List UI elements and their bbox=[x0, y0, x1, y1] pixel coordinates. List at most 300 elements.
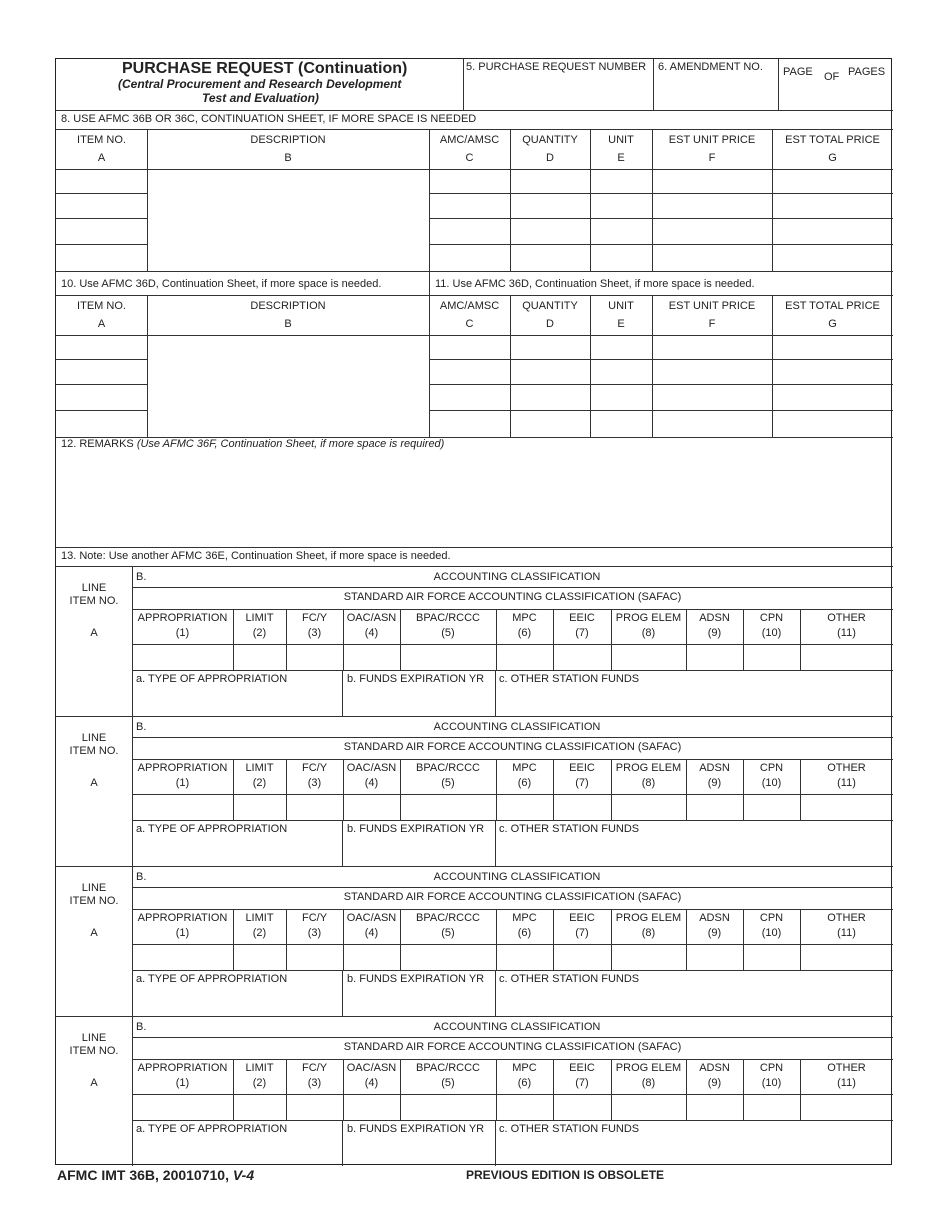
accounting-block-2-safac-input[interactable] bbox=[287, 795, 342, 819]
items-table-2-cell[interactable] bbox=[591, 360, 651, 383]
accounting-block-1-title: ACCOUNTING CLASSIFICATION bbox=[433, 571, 601, 583]
items-table-2-cell[interactable] bbox=[430, 411, 509, 434]
rule-line bbox=[132, 970, 893, 971]
items-table-2-col-letter: G bbox=[828, 318, 837, 330]
accounting-block-4-col-number: (2) bbox=[252, 1077, 267, 1089]
accounting-block-1-col-number: (7) bbox=[575, 627, 589, 639]
accounting-block-2-col-header: OAC/ASN bbox=[346, 762, 397, 774]
accounting-block-3-b-label: B. bbox=[136, 871, 147, 883]
accounting-block-4-col-header: MPC bbox=[512, 1062, 537, 1074]
accounting-block-3-line-label: LINE bbox=[81, 882, 107, 894]
accounting-block-1-col-header: LIMIT bbox=[245, 612, 274, 624]
accounting-block-4-safac-input[interactable] bbox=[801, 1095, 892, 1119]
accounting-block-3-col-number: (2) bbox=[252, 927, 267, 939]
items-table-1-cell[interactable] bbox=[653, 219, 771, 243]
accounting-block-2-col-number: (8) bbox=[641, 777, 656, 789]
accounting-block-4-line-letter: A bbox=[90, 1077, 98, 1089]
items-table-2-col-header: AMC/AMSC bbox=[439, 300, 500, 312]
accounting-block-2-col-header: LIMIT bbox=[245, 762, 274, 774]
accounting-block-3-line-item-input[interactable] bbox=[58, 946, 131, 1014]
accounting-block-1-b-label: B. bbox=[136, 571, 147, 583]
page-label: PAGE bbox=[783, 66, 813, 78]
items-table-1-cell[interactable] bbox=[591, 170, 651, 192]
items-table-2-cell[interactable] bbox=[430, 360, 509, 383]
pr-number-label: 5. PURCHASE REQUEST NUMBER bbox=[466, 61, 647, 73]
items-table-1-cell[interactable] bbox=[430, 194, 509, 217]
accounting-block-4-safac-input[interactable] bbox=[497, 1095, 552, 1119]
accounting-block-3-safac-input[interactable] bbox=[554, 945, 610, 969]
items-table-1-cell[interactable] bbox=[511, 194, 589, 217]
items-table-2-cell[interactable] bbox=[773, 411, 892, 434]
accounting-block-3-safac: STANDARD AIR FORCE ACCOUNTING CLASSIFICATION (SAFAC) bbox=[343, 891, 682, 903]
items-table-1-cell[interactable] bbox=[511, 170, 589, 192]
items-table-1-cell[interactable] bbox=[57, 219, 146, 243]
accounting-block-4-safac-input[interactable] bbox=[133, 1095, 232, 1119]
accounting-block-4-other-funds-label: c. OTHER STATION FUNDS bbox=[499, 1123, 640, 1135]
accounting-block-4-safac-input[interactable] bbox=[744, 1095, 799, 1119]
accounting-block-2-b-label: B. bbox=[136, 721, 147, 733]
items-table-2-col-letter: E bbox=[617, 318, 625, 330]
accounting-block-2-safac-input[interactable] bbox=[744, 795, 799, 819]
rule-line bbox=[132, 609, 893, 610]
form-id: AFMC IMT 36B, 20010710, V-4 bbox=[57, 1167, 255, 1183]
accounting-block-2-col-number: (11) bbox=[837, 777, 856, 789]
accounting-block-3-type-label: a. TYPE OF APPROPRIATION bbox=[136, 973, 288, 985]
section11-instruction: 11. Use AFMC 36D, Continuation Sheet, if more space is needed. bbox=[435, 278, 755, 290]
accounting-block-1-col-header: APPROPRIATION bbox=[137, 612, 228, 624]
accounting-block-2-col-header: MPC bbox=[512, 762, 537, 774]
accounting-block-3-col-header: CPN bbox=[759, 912, 784, 924]
accounting-block-2-col-header: BPAC/RCCC bbox=[416, 762, 480, 774]
accounting-block-2-safac-input[interactable] bbox=[344, 795, 399, 819]
accounting-block-1-type-label: a. TYPE OF APPROPRIATION bbox=[136, 673, 288, 685]
items-table-1-cell[interactable] bbox=[57, 194, 146, 217]
accounting-block-1-col-header: BPAC/RCCC bbox=[416, 612, 480, 624]
accounting-block-4-col-header: BPAC/RCCC bbox=[416, 1062, 480, 1074]
accounting-block-1-col-number: (2) bbox=[252, 627, 267, 639]
rule-line bbox=[132, 820, 893, 821]
accounting-block-1-col-header: PROG ELEM bbox=[615, 612, 682, 624]
items-table-2-cell[interactable] bbox=[773, 336, 892, 358]
items-table-2-col-letter: A bbox=[97, 318, 106, 330]
items-table-2-col-letter: D bbox=[546, 318, 554, 330]
items-table-1-cell[interactable] bbox=[148, 170, 428, 268]
items-table-1-cell[interactable] bbox=[430, 219, 509, 243]
accounting-block-3-safac-input[interactable] bbox=[687, 945, 742, 969]
items-table-1-cell[interactable] bbox=[773, 170, 892, 192]
accounting-block-3-safac-input[interactable] bbox=[287, 945, 342, 969]
accounting-block-1-safac-input[interactable] bbox=[554, 645, 610, 669]
accounting-block-2-col-header: APPROPRIATION bbox=[137, 762, 228, 774]
accounting-block-2-col-number: (1) bbox=[175, 777, 190, 789]
accounting-block-4-col-header: OTHER bbox=[827, 1062, 866, 1074]
accounting-block-1-safac-input[interactable] bbox=[287, 645, 342, 669]
items-table-1-col-letter: A bbox=[97, 152, 106, 164]
accounting-block-1-funds-input[interactable] bbox=[343, 688, 494, 714]
items-table-2-cell[interactable] bbox=[57, 385, 146, 409]
items-table-2-cell[interactable] bbox=[430, 385, 509, 409]
accounting-block-2-col-number: (7) bbox=[575, 777, 589, 789]
amendment-label: 6. AMENDMENT NO. bbox=[658, 61, 763, 73]
items-table-1-cell[interactable] bbox=[653, 245, 771, 268]
rule-line bbox=[132, 909, 893, 910]
accounting-block-3-line-letter: A bbox=[90, 927, 98, 939]
accounting-block-4-safac-input[interactable] bbox=[344, 1095, 399, 1119]
accounting-block-4-safac-input[interactable] bbox=[401, 1095, 495, 1119]
accounting-block-4-safac: STANDARD AIR FORCE ACCOUNTING CLASSIFICATION (SAFAC) bbox=[343, 1041, 682, 1053]
accounting-block-1-safac-input[interactable] bbox=[612, 645, 685, 669]
rule-line bbox=[56, 110, 893, 111]
accounting-block-1-col-number: (9) bbox=[707, 627, 722, 639]
items-table-1-cell[interactable] bbox=[653, 170, 771, 192]
rule-line bbox=[429, 271, 430, 295]
accounting-block-1-col-header: MPC bbox=[512, 612, 537, 624]
accounting-block-3-funds-label: b. FUNDS EXPIRATION YR bbox=[347, 973, 485, 985]
items-table-2-col-header: DESCRIPTION bbox=[250, 300, 326, 312]
items-table-2-cell[interactable] bbox=[57, 360, 146, 383]
items-table-1-col-letter: F bbox=[708, 152, 716, 164]
accounting-block-4-col-header: APPROPRIATION bbox=[137, 1062, 228, 1074]
accounting-block-2-type-input[interactable] bbox=[133, 838, 341, 864]
accounting-block-4-safac-input[interactable] bbox=[687, 1095, 742, 1119]
accounting-block-4-funds-input[interactable] bbox=[343, 1138, 494, 1164]
rule-line bbox=[56, 866, 893, 867]
amendment-input[interactable] bbox=[654, 77, 777, 109]
accounting-block-4-col-header: CPN bbox=[759, 1062, 784, 1074]
accounting-block-4-col-number: (6) bbox=[517, 1077, 532, 1089]
accounting-block-2-title: ACCOUNTING CLASSIFICATION bbox=[433, 721, 601, 733]
accounting-block-3-safac-input[interactable] bbox=[401, 945, 495, 969]
total-pages-input[interactable] bbox=[843, 81, 892, 109]
items-table-1-col-header: DESCRIPTION bbox=[250, 134, 326, 146]
remarks-input[interactable] bbox=[58, 453, 891, 546]
accounting-block-3-other-funds-input[interactable] bbox=[496, 988, 891, 1014]
rule-line bbox=[132, 1037, 893, 1038]
items-table-1-cell[interactable] bbox=[430, 170, 509, 192]
accounting-block-3-col-number: (9) bbox=[707, 927, 722, 939]
accounting-block-4-col-number: (1) bbox=[175, 1077, 190, 1089]
items-table-2-cell[interactable] bbox=[511, 385, 589, 409]
accounting-block-2-col-number: (10) bbox=[761, 777, 782, 789]
accounting-block-4-col-header: FC/Y bbox=[301, 1062, 328, 1074]
accounting-block-2-line-letter: A bbox=[90, 777, 98, 789]
items-table-1-col-letter: E bbox=[617, 152, 625, 164]
rule-line bbox=[132, 587, 893, 588]
accounting-block-2-col-number: (9) bbox=[707, 777, 722, 789]
section8-instruction: 8. USE AFMC 36B OR 36C, CONTINUATION SHEET, IF MORE SPACE IS NEEDED bbox=[61, 113, 477, 125]
accounting-block-1-other-funds-label: c. OTHER STATION FUNDS bbox=[499, 673, 640, 685]
accounting-block-2-line-label: LINE bbox=[81, 732, 107, 744]
accounting-block-2-col-header: CPN bbox=[759, 762, 784, 774]
accounting-block-2-safac-input[interactable] bbox=[133, 795, 232, 819]
items-table-2-cell[interactable] bbox=[511, 336, 589, 358]
items-table-2-cell[interactable] bbox=[653, 385, 771, 409]
accounting-block-4-type-label: a. TYPE OF APPROPRIATION bbox=[136, 1123, 288, 1135]
accounting-block-3-col-header: OTHER bbox=[827, 912, 866, 924]
accounting-block-3-title: ACCOUNTING CLASSIFICATION bbox=[433, 871, 601, 883]
accounting-block-3-item-no-label: ITEM NO. bbox=[69, 895, 119, 907]
accounting-block-2-funds-label: b. FUNDS EXPIRATION YR bbox=[347, 823, 485, 835]
accounting-block-4-line-item-input[interactable] bbox=[58, 1096, 131, 1164]
items-table-1-cell[interactable] bbox=[773, 194, 892, 217]
rule-line bbox=[132, 1059, 893, 1060]
accounting-block-2-col-number: (3) bbox=[307, 777, 322, 789]
accounting-block-3-safac-input[interactable] bbox=[744, 945, 799, 969]
accounting-block-2-col-header: OTHER bbox=[827, 762, 866, 774]
accounting-block-1-col-number: (3) bbox=[307, 627, 322, 639]
items-table-1-col-letter: C bbox=[465, 152, 474, 164]
accounting-block-4-col-number: (11) bbox=[837, 1077, 856, 1089]
accounting-block-3-col-number: (5) bbox=[441, 927, 455, 939]
accounting-block-3-col-header: APPROPRIATION bbox=[137, 912, 228, 924]
accounting-block-2-col-header: PROG ELEM bbox=[615, 762, 682, 774]
accounting-block-2-safac-input[interactable] bbox=[401, 795, 495, 819]
items-table-2-cell[interactable] bbox=[773, 360, 892, 383]
items-table-2-cell[interactable] bbox=[653, 411, 771, 434]
accounting-block-1-item-no-label: ITEM NO. bbox=[69, 595, 119, 607]
accounting-block-4-item-no-label: ITEM NO. bbox=[69, 1045, 119, 1057]
accounting-block-3-col-number: (4) bbox=[364, 927, 379, 939]
accounting-block-2-safac: STANDARD AIR FORCE ACCOUNTING CLASSIFICATION (SAFAC) bbox=[343, 741, 682, 753]
accounting-block-1-col-number: (8) bbox=[641, 627, 656, 639]
rule-line bbox=[132, 737, 893, 738]
accounting-block-2-col-header: ADSN bbox=[699, 762, 730, 774]
accounting-block-4-col-number: (9) bbox=[707, 1077, 722, 1089]
items-table-1-cell[interactable] bbox=[773, 219, 892, 243]
accounting-block-1-col-header: ADSN bbox=[699, 612, 730, 624]
items-table-2-cell[interactable] bbox=[57, 336, 146, 358]
items-table-2-col-letter: C bbox=[465, 318, 474, 330]
accounting-block-2-safac-input[interactable] bbox=[497, 795, 552, 819]
accounting-block-2-col-number: (5) bbox=[441, 777, 455, 789]
rule-line bbox=[56, 547, 893, 548]
accounting-block-4-safac-input[interactable] bbox=[287, 1095, 342, 1119]
accounting-block-1-col-header: OTHER bbox=[827, 612, 866, 624]
rule-line bbox=[132, 887, 893, 888]
accounting-block-2-col-header: EEIC bbox=[569, 762, 595, 774]
accounting-block-3-funds-input[interactable] bbox=[343, 988, 494, 1014]
accounting-block-4-col-number: (4) bbox=[364, 1077, 379, 1089]
items-table-2-col-header: EST TOTAL PRICE bbox=[785, 300, 880, 312]
items-table-1-cell[interactable] bbox=[591, 245, 651, 268]
accounting-block-2-col-number: (6) bbox=[517, 777, 532, 789]
accounting-block-1-line-label: LINE bbox=[81, 582, 107, 594]
rule-line bbox=[56, 271, 893, 272]
items-table-2-col-header: EST UNIT PRICE bbox=[668, 300, 756, 312]
accounting-block-2-col-header: FC/Y bbox=[301, 762, 328, 774]
items-table-2-cell[interactable] bbox=[591, 411, 651, 434]
accounting-block-3-col-number: (8) bbox=[641, 927, 656, 939]
accounting-block-2-other-funds-label: c. OTHER STATION FUNDS bbox=[499, 823, 640, 835]
accounting-block-2-safac-input[interactable] bbox=[687, 795, 742, 819]
accounting-block-1-col-header: OAC/ASN bbox=[346, 612, 397, 624]
accounting-block-4-col-header: PROG ELEM bbox=[615, 1062, 682, 1074]
accounting-block-4-safac-input[interactable] bbox=[554, 1095, 610, 1119]
rule-line bbox=[132, 670, 893, 671]
form-subtitle-line1: (Central Procurement and Research Development bbox=[118, 77, 402, 91]
items-table-1-cell[interactable] bbox=[591, 219, 651, 243]
items-table-1-col-letter: B bbox=[284, 152, 292, 164]
accounting-block-3-safac-input[interactable] bbox=[497, 945, 552, 969]
accounting-block-3-safac-input[interactable] bbox=[801, 945, 892, 969]
accounting-block-2-safac-input[interactable] bbox=[801, 795, 892, 819]
accounting-block-2-item-no-label: ITEM NO. bbox=[69, 745, 119, 757]
accounting-block-1-safac: STANDARD AIR FORCE ACCOUNTING CLASSIFICATION (SAFAC) bbox=[343, 591, 682, 603]
accounting-block-3-safac-input[interactable] bbox=[612, 945, 685, 969]
items-table-1-cell[interactable] bbox=[773, 245, 892, 268]
items-table-1-col-header: UNIT bbox=[608, 134, 634, 146]
accounting-block-3-type-input[interactable] bbox=[133, 988, 341, 1014]
items-table-2-cell[interactable] bbox=[57, 411, 146, 434]
accounting-block-4-col-header: LIMIT bbox=[245, 1062, 274, 1074]
accounting-block-3-col-header: EEIC bbox=[569, 912, 595, 924]
rule-line bbox=[56, 1016, 893, 1017]
items-table-2-cell[interactable] bbox=[591, 385, 651, 409]
accounting-block-2-safac-input[interactable] bbox=[234, 795, 285, 819]
accounting-block-4-col-number: (7) bbox=[575, 1077, 589, 1089]
accounting-block-2-col-number: (2) bbox=[252, 777, 267, 789]
accounting-block-2-type-label: a. TYPE OF APPROPRIATION bbox=[136, 823, 288, 835]
accounting-block-3-col-number: (11) bbox=[837, 927, 856, 939]
items-table-1-cell[interactable] bbox=[57, 170, 146, 192]
accounting-block-1-type-input[interactable] bbox=[133, 688, 341, 714]
accounting-block-2-safac-input[interactable] bbox=[554, 795, 610, 819]
pages-label: PAGES bbox=[848, 66, 886, 78]
accounting-block-1-safac-input[interactable] bbox=[744, 645, 799, 669]
accounting-block-3-col-header: BPAC/RCCC bbox=[416, 912, 480, 924]
accounting-block-1-safac-input[interactable] bbox=[133, 645, 232, 669]
accounting-block-3-other-funds-label: c. OTHER STATION FUNDS bbox=[499, 973, 640, 985]
items-table-1-cell[interactable] bbox=[591, 194, 651, 217]
accounting-block-3-col-number: (7) bbox=[575, 927, 589, 939]
note-13: 13. Note: Use another AFMC 36E, Continuation Sheet, if more space is needed. bbox=[61, 550, 451, 562]
items-table-2-cell[interactable] bbox=[430, 336, 509, 358]
accounting-block-4-safac-input[interactable] bbox=[612, 1095, 685, 1119]
items-table-2-cell[interactable] bbox=[511, 411, 589, 434]
items-table-2-col-header: QUANTITY bbox=[522, 300, 578, 312]
accounting-block-4-b-label: B. bbox=[136, 1021, 147, 1033]
accounting-block-1-line-letter: A bbox=[90, 627, 98, 639]
accounting-block-1-col-header: CPN bbox=[759, 612, 784, 624]
accounting-block-4-title: ACCOUNTING CLASSIFICATION bbox=[433, 1021, 601, 1033]
items-table-1-col-letter: D bbox=[546, 152, 554, 164]
accounting-block-3-col-number: (3) bbox=[307, 927, 322, 939]
items-table-2-col-header: ITEM NO. bbox=[77, 300, 126, 312]
items-table-2-cell[interactable] bbox=[511, 360, 589, 383]
accounting-block-2-line-item-input[interactable] bbox=[58, 796, 131, 864]
accounting-block-2-safac-input[interactable] bbox=[612, 795, 685, 819]
items-table-1-cell[interactable] bbox=[430, 245, 509, 268]
accounting-block-3-col-header: PROG ELEM bbox=[615, 912, 682, 924]
accounting-block-1-col-number: (10) bbox=[761, 627, 782, 639]
obsolete-notice: PREVIOUS EDITION IS OBSOLETE bbox=[466, 1168, 665, 1182]
accounting-block-4-safac-input[interactable] bbox=[234, 1095, 285, 1119]
accounting-block-1-safac-input[interactable] bbox=[497, 645, 552, 669]
accounting-block-3-col-number: (10) bbox=[761, 927, 782, 939]
form-subtitle-line2: Test and Evaluation) bbox=[202, 91, 319, 105]
accounting-block-1-col-header: FC/Y bbox=[301, 612, 328, 624]
accounting-block-3-col-number: (6) bbox=[517, 927, 532, 939]
accounting-block-4-col-number: (3) bbox=[307, 1077, 322, 1089]
accounting-block-1-col-number: (11) bbox=[837, 627, 856, 639]
items-table-1-col-header: ITEM NO. bbox=[77, 134, 126, 146]
accounting-block-4-col-header: ADSN bbox=[699, 1062, 730, 1074]
accounting-block-3-safac-input[interactable] bbox=[234, 945, 285, 969]
rule-line bbox=[132, 1120, 893, 1121]
accounting-block-1-safac-input[interactable] bbox=[801, 645, 892, 669]
items-table-1-col-header: EST TOTAL PRICE bbox=[785, 134, 880, 146]
accounting-block-3-safac-input[interactable] bbox=[133, 945, 232, 969]
items-table-1-col-header: QUANTITY bbox=[522, 134, 578, 146]
items-table-1-cell[interactable] bbox=[511, 245, 589, 268]
accounting-block-3-col-number: (1) bbox=[175, 927, 190, 939]
accounting-block-3-col-header: OAC/ASN bbox=[346, 912, 397, 924]
accounting-block-3-col-header: MPC bbox=[512, 912, 537, 924]
accounting-block-4-other-funds-input[interactable] bbox=[496, 1138, 891, 1164]
accounting-block-1-line-item-input[interactable] bbox=[58, 646, 131, 714]
accounting-block-3-col-header: LIMIT bbox=[245, 912, 274, 924]
rule-line bbox=[56, 295, 893, 296]
accounting-block-1-safac-input[interactable] bbox=[687, 645, 742, 669]
accounting-block-2-other-funds-input[interactable] bbox=[496, 838, 891, 864]
form-title: PURCHASE REQUEST (Continuation) bbox=[122, 60, 408, 77]
items-table-2-col-letter: B bbox=[284, 318, 292, 330]
accounting-block-4-col-header: EEIC bbox=[569, 1062, 595, 1074]
of-label: OF bbox=[824, 71, 840, 83]
rule-line bbox=[56, 129, 893, 130]
section10-instruction: 10. Use AFMC 36D, Continuation Sheet, if more space is needed. bbox=[61, 278, 382, 290]
accounting-block-4-type-input[interactable] bbox=[133, 1138, 341, 1164]
pr-number-input[interactable] bbox=[464, 77, 652, 109]
items-table-2-cell[interactable] bbox=[773, 385, 892, 409]
rule-line bbox=[132, 759, 893, 760]
accounting-block-1-safac-input[interactable] bbox=[344, 645, 399, 669]
accounting-block-4-col-header: OAC/ASN bbox=[346, 1062, 397, 1074]
accounting-block-2-col-number: (4) bbox=[364, 777, 379, 789]
accounting-block-4-line-label: LINE bbox=[81, 1032, 107, 1044]
rule-line bbox=[56, 566, 893, 567]
accounting-block-4-col-number: (5) bbox=[441, 1077, 455, 1089]
accounting-block-1-safac-input[interactable] bbox=[234, 645, 285, 669]
accounting-block-1-col-number: (1) bbox=[175, 627, 190, 639]
remarks-label bbox=[61, 438, 444, 451]
purchase-request-form bbox=[55, 58, 892, 1165]
items-table-2-cell[interactable] bbox=[653, 360, 771, 383]
items-table-2-cell[interactable] bbox=[591, 336, 651, 358]
items-table-2-cell[interactable] bbox=[653, 336, 771, 358]
accounting-block-3-col-header: FC/Y bbox=[301, 912, 328, 924]
items-table-1-cell[interactable] bbox=[511, 219, 589, 243]
page-number-input[interactable] bbox=[779, 81, 821, 109]
items-table-2-col-letter: F bbox=[708, 318, 716, 330]
accounting-block-1-col-number: (4) bbox=[364, 627, 379, 639]
items-table-1-col-header: AMC/AMSC bbox=[439, 134, 500, 146]
accounting-block-1-safac-input[interactable] bbox=[401, 645, 495, 669]
items-table-1-cell[interactable] bbox=[653, 194, 771, 217]
items-table-1-col-header: EST UNIT PRICE bbox=[668, 134, 756, 146]
items-table-2-cell[interactable] bbox=[148, 336, 428, 434]
items-table-1-cell[interactable] bbox=[57, 245, 146, 268]
accounting-block-1-other-funds-input[interactable] bbox=[496, 688, 891, 714]
accounting-block-4-col-number: (10) bbox=[761, 1077, 782, 1089]
accounting-block-2-funds-input[interactable] bbox=[343, 838, 494, 864]
accounting-block-4-funds-label: b. FUNDS EXPIRATION YR bbox=[347, 1123, 485, 1135]
accounting-block-1-col-header: EEIC bbox=[569, 612, 595, 624]
rule-line bbox=[56, 716, 893, 717]
accounting-block-3-safac-input[interactable] bbox=[344, 945, 399, 969]
accounting-block-1-col-number: (6) bbox=[517, 627, 532, 639]
remarks-note: (Use AFMC 36F, Continuation Sheet, if more space is required) bbox=[136, 438, 445, 450]
